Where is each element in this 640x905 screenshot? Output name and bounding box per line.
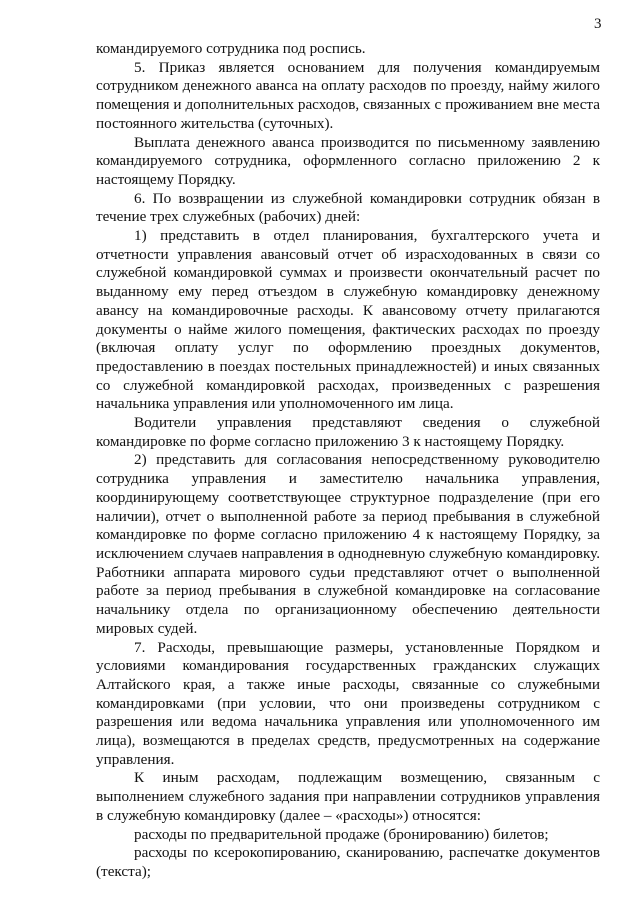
paragraph: К иным расходам, подлежащим возмещению, связанным с выполнением служебного задания при направлении сотрудников управления в служебную командировку (далее – «расходы») относятся: xyxy=(96,769,600,824)
paragraph: Выплата денежного аванса производится по письменному заявлению командируемого сотрудника, оформленного согласно приложению 2 к настоящему Порядку. xyxy=(96,133,600,188)
paragraph: командируемого сотрудника под роспись. xyxy=(96,40,366,57)
paragraph: 7. Расходы, превышающие размеры, установленные Порядком и условиями командирования государственных гражданских служащих Алтайского края, а также иные расходы, связанные со служебными командировками (при условии, что они произведены сотрудником с разрешения или ведома начальника управления или уполномоченного им лица), возмещаются в пределах средств, предусмотренных на содержание управления. xyxy=(96,638,600,768)
paragraph: расходы по ксерокопированию, сканированию, распечатке документов (текста); xyxy=(96,844,600,880)
document-body xyxy=(96,40,600,882)
page-number: 3 xyxy=(594,16,602,32)
paragraph: Водители управления представляют сведения о служебной командировке по форме согласно приложению 3 к настоящему Порядку. xyxy=(96,414,600,450)
paragraph: 5. Приказ является основанием для получения командируемым сотрудником денежного аванса на оплату расходов по проезду, найму жилого помещения и дополнительных расходов, связанных с проживанием вне места постоянного жительства (суточных). xyxy=(96,58,600,132)
paragraph: 6. По возвращении из служебной командировки сотрудник обязан в течение трех служебных (рабочих) дней: xyxy=(96,189,600,226)
paragraph: 1) представить в отдел планирования, бухгалтерского учета и отчетности управления авансовый отчет об израсходованных в связи со служебной командировкой суммах и произвести окончательный расчет по выданному ему перед отъездом в служебную командировку денежному авансу на командировочные расходы. К авансовому отчету прилагаются документы о найме жилого помещения, фактических расходах по проезду (включая оплату услуг по оформлению проездных документов, предоставлению в поездах постельных принадлежностей) и иных связанных со служебной командировкой расходах, произведенных с разрешения начальника управления или уполномоченного им лица. xyxy=(96,227,600,413)
paragraph: расходы по предварительной продаже (бронированию) билетов; xyxy=(134,825,549,843)
paragraph: 2) представить для согласования непосредственному руководителю сотрудника управления и заместителю начальника управления, координирующему соответствующее структурное подразделение (при его наличии), отчет о выполненной работе за период пребывания в служебной командировке по форме согласно приложению 4 к настоящему Порядку, за исключением случаев направления в однодневную служебную командировку. Работники аппарата мирового судьи представляют отчет о выполненной работе за период пребывания в служебной командировке на согласование начальнику отдела по организационному обеспечению деятельности мировых судей. xyxy=(96,451,600,637)
